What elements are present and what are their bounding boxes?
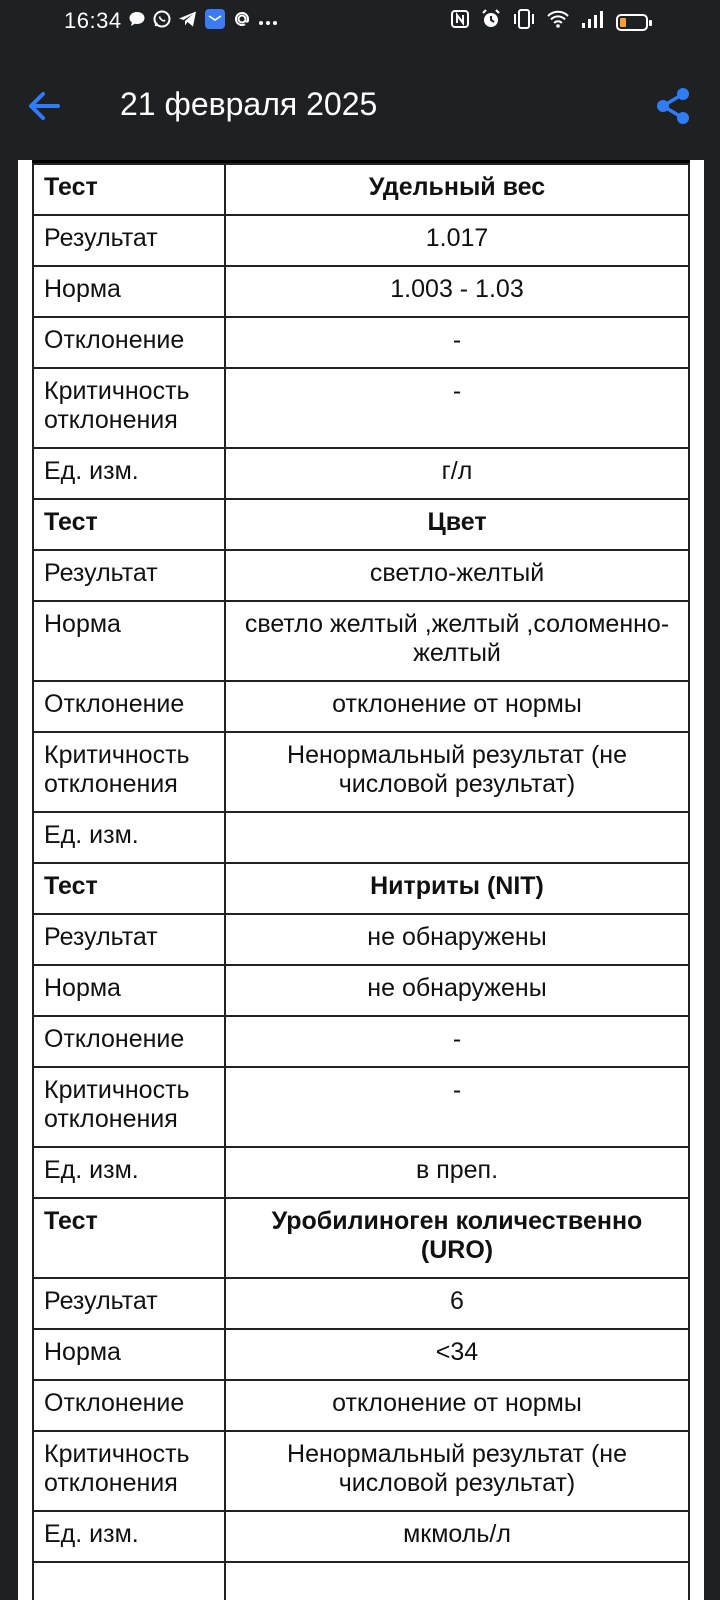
next-row-label bbox=[33, 1562, 225, 1600]
test-name: Уробилиноген количественно (URO) bbox=[225, 1198, 689, 1278]
table-row bbox=[33, 1380, 689, 1431]
table-row bbox=[33, 1198, 689, 1278]
deviation-label: Отклонение bbox=[33, 317, 225, 368]
unit-label: Ед. изм. bbox=[33, 448, 225, 499]
result-label: Результат bbox=[33, 550, 225, 601]
criticality-label: Критичность отклонения bbox=[33, 368, 225, 448]
table-row bbox=[33, 1016, 689, 1067]
results-sheet[interactable] bbox=[18, 160, 704, 1600]
system-icons bbox=[450, 8, 648, 36]
norm-value: 1.003 - 1.03 bbox=[225, 266, 689, 317]
message-bubble-icon bbox=[128, 10, 146, 34]
criticality-value: Ненормальный результат (не числовой результат) bbox=[225, 732, 689, 812]
battery-level bbox=[620, 18, 626, 27]
deviation-value: отклонение от нормы bbox=[225, 681, 689, 732]
unit-value bbox=[225, 812, 689, 863]
norm-label: Норма bbox=[33, 266, 225, 317]
unit-value: мкмоль/л bbox=[225, 1511, 689, 1562]
signal-icon bbox=[580, 9, 606, 35]
test-label: Тест bbox=[33, 863, 225, 914]
unit-value: в преп. bbox=[225, 1147, 689, 1198]
norm-value: не обнаружены bbox=[225, 965, 689, 1016]
status-bar bbox=[0, 0, 720, 46]
criticality-label: Критичность отклонения bbox=[33, 732, 225, 812]
arrow-left-icon bbox=[22, 84, 66, 128]
result-value: не обнаружены bbox=[225, 914, 689, 965]
mail-app-icon bbox=[204, 8, 226, 36]
deviation-value: отклонение от нормы bbox=[225, 1380, 689, 1431]
at-sign-icon bbox=[232, 9, 252, 35]
next-row-value bbox=[225, 1562, 689, 1600]
unit-label: Ед. изм. bbox=[33, 1147, 225, 1198]
results-table bbox=[32, 163, 690, 1600]
result-label: Результат bbox=[33, 215, 225, 266]
table-row bbox=[33, 550, 689, 601]
share-button[interactable] bbox=[652, 84, 696, 128]
table-row bbox=[33, 368, 689, 448]
table-row bbox=[33, 499, 689, 550]
criticality-label: Критичность отклонения bbox=[33, 1431, 225, 1511]
alarm-icon bbox=[480, 8, 502, 36]
result-label: Результат bbox=[33, 1278, 225, 1329]
criticality-value: - bbox=[225, 1067, 689, 1147]
test-label: Тест bbox=[33, 499, 225, 550]
table-row bbox=[33, 215, 689, 266]
battery-icon bbox=[616, 14, 648, 31]
table-row bbox=[33, 164, 689, 215]
norm-label: Норма bbox=[33, 965, 225, 1016]
table-row bbox=[33, 1329, 689, 1380]
test-label: Тест bbox=[33, 164, 225, 215]
deviation-label: Отклонение bbox=[33, 1380, 225, 1431]
table-row bbox=[33, 812, 689, 863]
back-button[interactable] bbox=[22, 84, 66, 128]
table-row bbox=[33, 681, 689, 732]
telegram-icon bbox=[178, 10, 198, 34]
app-bar bbox=[0, 58, 720, 154]
table-row bbox=[33, 317, 689, 368]
wifi-icon bbox=[546, 9, 570, 35]
result-value: 6 bbox=[225, 1278, 689, 1329]
deviation-value: - bbox=[225, 1016, 689, 1067]
deviation-value: - bbox=[225, 317, 689, 368]
table-row bbox=[33, 1147, 689, 1198]
nfc-icon bbox=[450, 9, 470, 35]
criticality-value: Ненормальный результат (не числовой результат) bbox=[225, 1431, 689, 1511]
table-row bbox=[33, 914, 689, 965]
notification-icons bbox=[128, 8, 278, 36]
whatsapp-icon bbox=[152, 9, 172, 35]
table-row bbox=[33, 1278, 689, 1329]
vibrate-icon bbox=[512, 8, 536, 36]
deviation-label: Отклонение bbox=[33, 681, 225, 732]
unit-label: Ед. изм. bbox=[33, 812, 225, 863]
test-label: Тест bbox=[33, 1198, 225, 1278]
result-value: 1.017 bbox=[225, 215, 689, 266]
criticality-label: Критичность отклонения bbox=[33, 1067, 225, 1147]
norm-value: <34 bbox=[225, 1329, 689, 1380]
test-name: Нитриты (NIT) bbox=[225, 863, 689, 914]
table-row bbox=[33, 732, 689, 812]
unit-label: Ед. изм. bbox=[33, 1511, 225, 1562]
norm-value: светло желтый ,желтый ,соломенно-желтый bbox=[225, 601, 689, 681]
table-row bbox=[33, 448, 689, 499]
table-row bbox=[33, 601, 689, 681]
table-row bbox=[33, 1431, 689, 1511]
table-row bbox=[33, 1067, 689, 1147]
table-row bbox=[33, 1511, 689, 1562]
result-label: Результат bbox=[33, 914, 225, 965]
table-row bbox=[33, 965, 689, 1016]
result-value: светло-желтый bbox=[225, 550, 689, 601]
test-name: Удельный вес bbox=[225, 164, 689, 215]
deviation-label: Отклонение bbox=[33, 1016, 225, 1067]
more-dots-icon bbox=[258, 11, 278, 33]
norm-label: Норма bbox=[33, 1329, 225, 1380]
unit-value: г/л bbox=[225, 448, 689, 499]
norm-label: Норма bbox=[33, 601, 225, 681]
share-icon bbox=[652, 84, 696, 128]
table-row bbox=[33, 863, 689, 914]
table-row bbox=[33, 1562, 689, 1600]
status-time: 16:34 bbox=[64, 8, 122, 33]
test-name: Цвет bbox=[225, 499, 689, 550]
criticality-value: - bbox=[225, 368, 689, 448]
page-title: 21 февраля 2025 bbox=[120, 86, 378, 122]
table-row bbox=[33, 266, 689, 317]
